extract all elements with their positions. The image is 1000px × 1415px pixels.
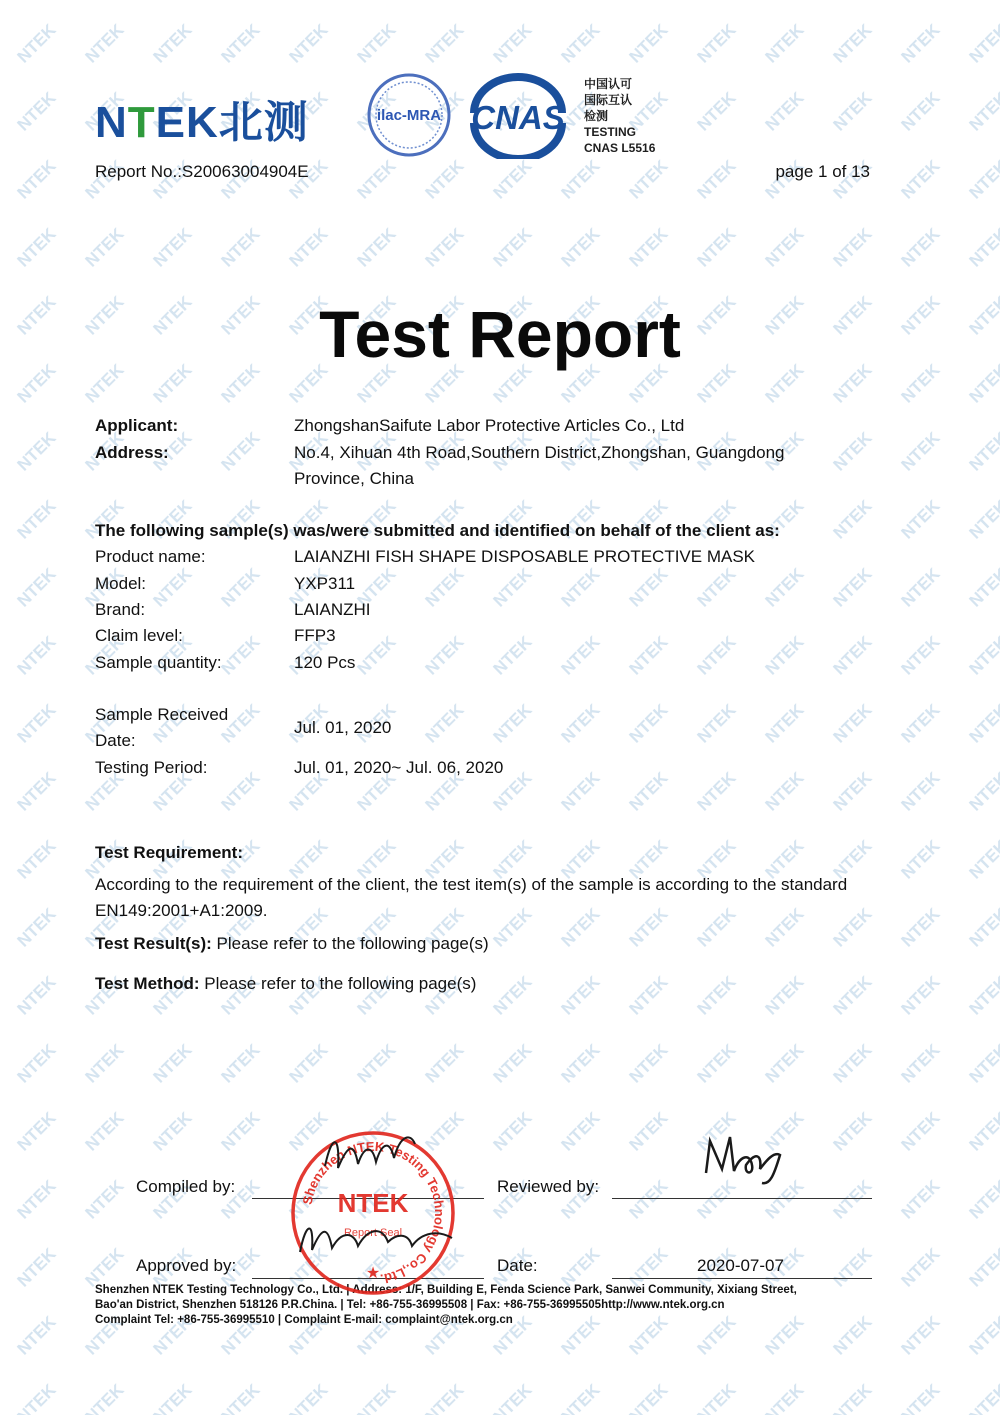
requirement-line-1: According to the requirement of the client, the test item(s) of the sample is according to the standard	[95, 875, 848, 894]
sample-received-label-date: Date:	[95, 731, 136, 750]
svg-text:Shenzhen NTEK Testing Technolo: Shenzhen NTEK Testing Technology Co.,Ltd.	[299, 1138, 448, 1287]
svg-text:Report Seal: Report Seal	[343, 1227, 403, 1239]
applicant-value: ZhongshanSaifute Labor Protective Articles Co., Ltd	[294, 416, 685, 435]
compiled-by-signature	[320, 1124, 420, 1184]
test-method	[95, 971, 885, 997]
model-label: Model:	[95, 574, 147, 593]
cnas-logo	[456, 73, 580, 159]
address-line-2: Province, China	[294, 469, 415, 488]
product-name-label: Product name:	[95, 547, 206, 566]
cnas-line: 国际互认	[584, 93, 633, 107]
address-label: Address:	[95, 443, 169, 462]
test-result-text: Please refer to the following page(s)	[211, 934, 489, 953]
claim-level-label: Claim level:	[95, 626, 183, 645]
footer-line-2: Bao'an District, Shenzhen 518126 P.R.China. | Tel: +86-755-36995508 | Fax: +86-755-36995505http://www.ntek.org.cn	[95, 1299, 725, 1311]
sample-intro: The following sample(s) was/were submitted and identified on behalf of the client as:	[95, 521, 780, 540]
test-method-label: Test Method:	[95, 974, 200, 993]
reviewed-by-label: Reviewed by:	[497, 1177, 600, 1196]
sample-received-label: Sample Received	[95, 705, 229, 724]
cnas-accreditation-text	[584, 76, 655, 156]
cnas-line: TESTING	[584, 125, 637, 139]
cnas-line: CNAS L5516	[584, 141, 656, 155]
reviewed-by-signature	[700, 1125, 790, 1187]
report-number: Report No.:S20063004904E	[95, 162, 309, 181]
page-indicator: page 1 of 13	[775, 162, 870, 181]
requirement-line-2: EN149:2001+A1:2009.	[95, 901, 268, 920]
sample-quantity-label: Sample quantity:	[95, 653, 222, 672]
testing-period-value: Jul. 01, 2020~ Jul. 06, 2020	[294, 758, 504, 777]
test-requirement-text	[95, 872, 885, 924]
reviewed-by-line	[612, 1198, 872, 1199]
svg-text:NTEK: NTEK	[337, 1188, 409, 1218]
test-result-label: Test Result(s):	[95, 934, 212, 953]
sample-quantity-value: 120 Pcs	[294, 653, 356, 672]
brand-label: Brand:	[95, 600, 146, 619]
svg-text:ilac-MRA: ilac-MRA	[376, 107, 442, 124]
testing-period-label: Testing Period:	[95, 758, 208, 777]
brand-value: LAIANZHI	[294, 600, 371, 619]
cnas-line: 中国认可	[584, 77, 633, 91]
test-result	[95, 931, 885, 957]
claim-level-value: FFP3	[294, 626, 336, 645]
model-value: YXP311	[294, 574, 356, 593]
svg-text:★: ★	[365, 1263, 381, 1282]
footer-line-1: Shenzhen NTEK Testing Technology Co., Ltd. | Address: 1/F, Building E, Fenda Science Park, Sanwei Community, Xixiang Street,	[95, 1284, 797, 1296]
sample-received-value: Jul. 01, 2020	[294, 718, 392, 737]
product-name-value: LAIANZHI FISH SHAPE DISPOSABLE PROTECTIVE MASK	[294, 547, 756, 566]
date-value: 2020-07-07	[697, 1256, 784, 1275]
compiled-by-label: Compiled by:	[136, 1177, 236, 1196]
document-title: Test Report	[319, 297, 681, 371]
address-line-1: No.4, Xihuan 4th Road,Southern District,Zhongshan, Guangdong	[294, 443, 785, 462]
date-label: Date:	[497, 1256, 538, 1275]
company-footer	[95, 1283, 885, 1328]
svg-text:CNAS: CNAS	[471, 99, 565, 136]
test-requirement-heading: Test Requirement:	[95, 843, 243, 862]
footer-line-3: Complaint Tel: +86-755-36995510 | Complaint E-mail: complaint@ntek.org.cn	[95, 1314, 513, 1326]
ilac-mra-logo	[366, 72, 452, 158]
test-method-text: Please refer to the following page(s)	[199, 974, 477, 993]
cnas-line: 检测	[584, 109, 609, 123]
date-line	[612, 1278, 872, 1279]
applicant-label: Applicant:	[95, 416, 179, 435]
approved-by-label: Approved by:	[136, 1256, 237, 1275]
approved-by-signature	[292, 1212, 462, 1264]
ntek-logo: NTEK北测	[95, 98, 309, 147]
